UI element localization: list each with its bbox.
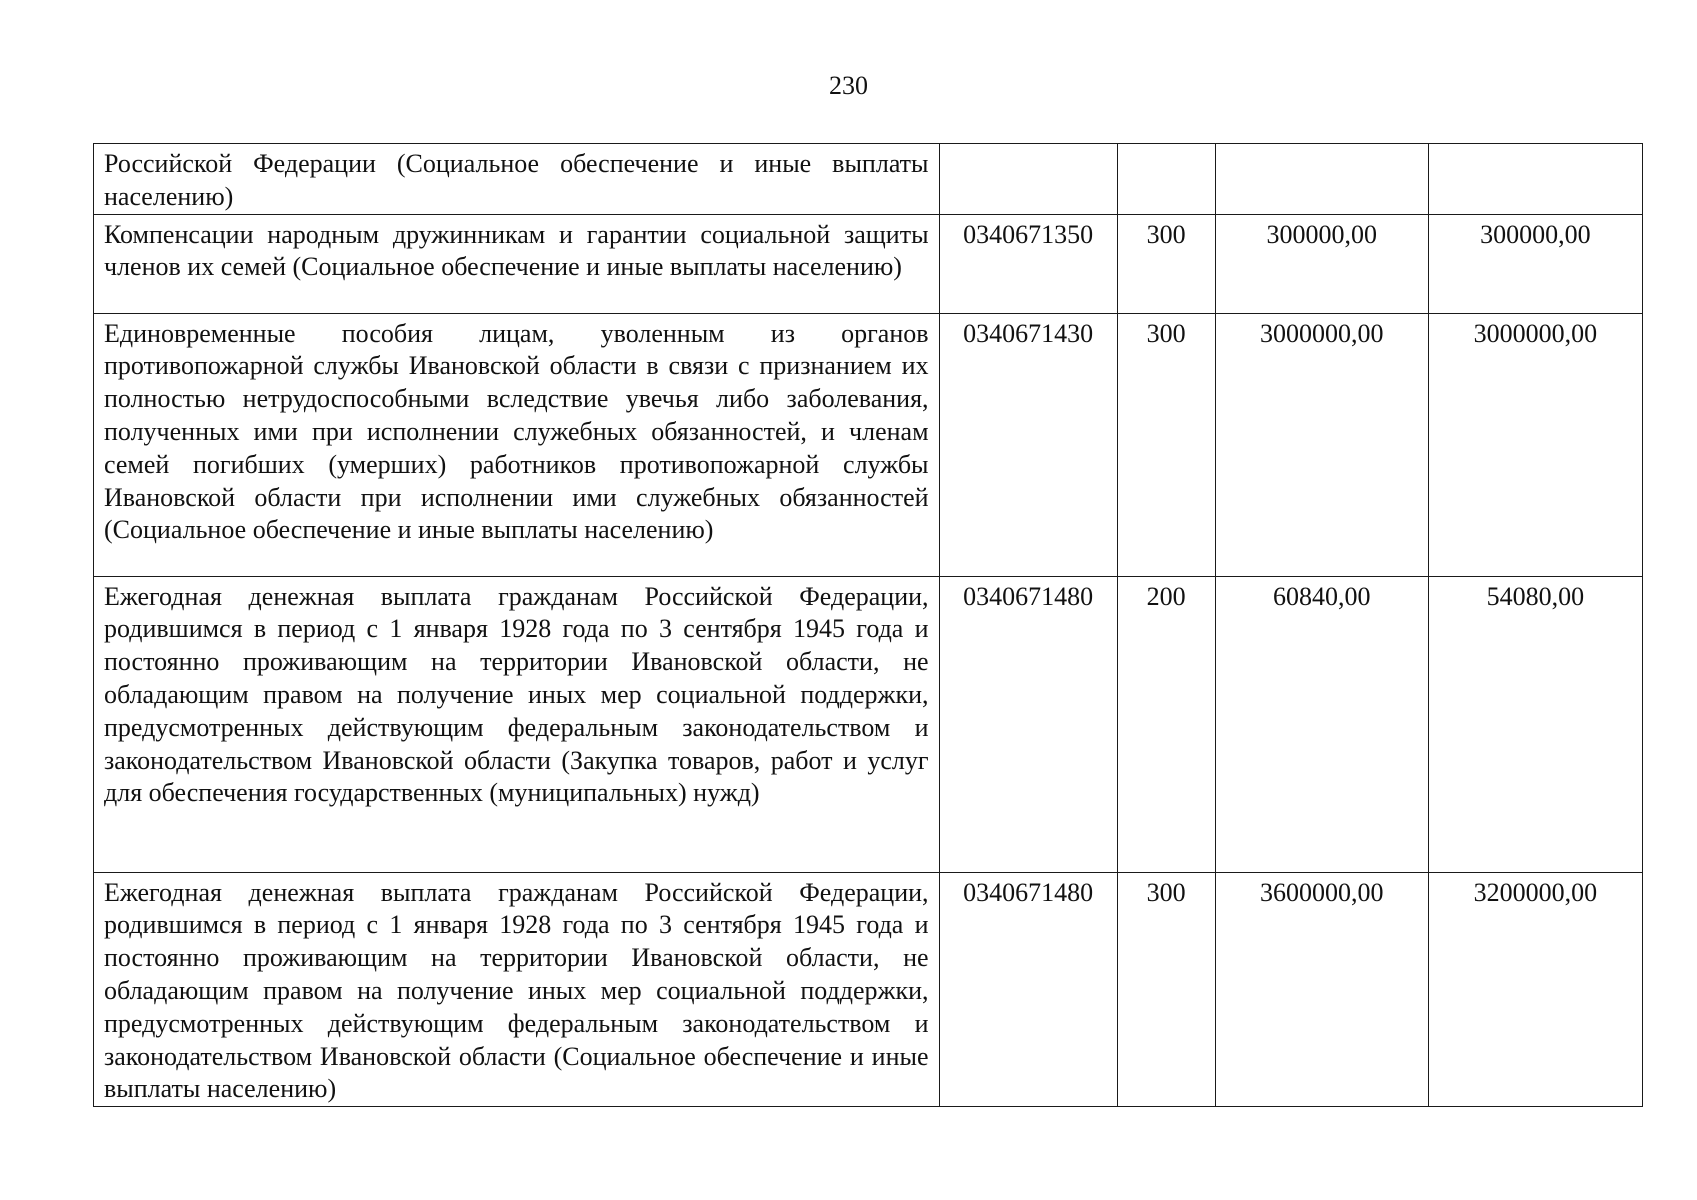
row-expense-type: 300	[1117, 313, 1215, 576]
page-number: 230	[829, 71, 868, 100]
table-row	[94, 872, 1643, 1107]
row-expense-type	[1117, 144, 1215, 215]
row-target-code: 0340671480	[939, 576, 1117, 872]
row-amount-year2: 3000000,00	[1428, 313, 1642, 576]
table-row	[94, 576, 1643, 872]
row-target-code: 0340671350	[939, 214, 1117, 313]
row-description: Российской Федерации (Социальное обеспечение и иные выплаты населению)	[94, 144, 940, 215]
row-description: Ежегодная денежная выплата гражданам Российской Федерации, родившимся в период с 1 января 1928 года по 3 сентября 1945 года и постоянно проживающим на территории Ивановской области, не обладающим правом на получение иных мер социальной поддержки, предусмотренных действующим федеральным законодательством и законодательством Ивановской области (Закупка товаров, работ и услуг для обеспечения государственных (муниципальных) нужд)	[94, 576, 940, 872]
row-amount-year1	[1215, 144, 1428, 215]
row-expense-type: 300	[1117, 872, 1215, 1107]
row-target-code: 0340671430	[939, 313, 1117, 576]
table-row	[94, 313, 1643, 576]
row-description: Единовременные пособия лицам, уволенным из органов противопожарной службы Ивановской области в связи с признанием их полностью нетрудоспособными вследствие увечья либо заболевания, полученных ими при исполнении служебных обязанностей, и членам семей погибших (умерших) работников противопожарной службы Ивановской области при исполнении ими служебных обязанностей (Социальное обеспечение и иные выплаты населению)	[94, 313, 940, 576]
row-description: Компенсации народным дружинникам и гарантии социальной защиты членов их семей (Социальное обеспечение и иные выплаты населению)	[94, 214, 940, 313]
row-amount-year1: 3000000,00	[1215, 313, 1428, 576]
table-row	[94, 214, 1643, 313]
row-amount-year1: 3600000,00	[1215, 872, 1428, 1107]
row-expense-type: 300	[1117, 214, 1215, 313]
table-row	[94, 144, 1643, 215]
row-target-code: 0340671480	[939, 872, 1117, 1107]
row-amount-year1: 300000,00	[1215, 214, 1428, 313]
row-target-code	[939, 144, 1117, 215]
row-description: Ежегодная денежная выплата гражданам Российской Федерации, родившимся в период с 1 января 1928 года по 3 сентября 1945 года и постоянно проживающим на территории Ивановской области, не обладающим правом на получение иных мер социальной поддержки, предусмотренных действующим федеральным законодательством и законодательством Ивановской области (Социальное обеспечение и иные выплаты населению)	[94, 872, 940, 1107]
row-amount-year1: 60840,00	[1215, 576, 1428, 872]
row-amount-year2: 54080,00	[1428, 576, 1642, 872]
row-amount-year2: 300000,00	[1428, 214, 1642, 313]
budget-table	[93, 143, 1643, 1107]
row-expense-type: 200	[1117, 576, 1215, 872]
row-amount-year2: 3200000,00	[1428, 872, 1642, 1107]
row-amount-year2	[1428, 144, 1642, 215]
